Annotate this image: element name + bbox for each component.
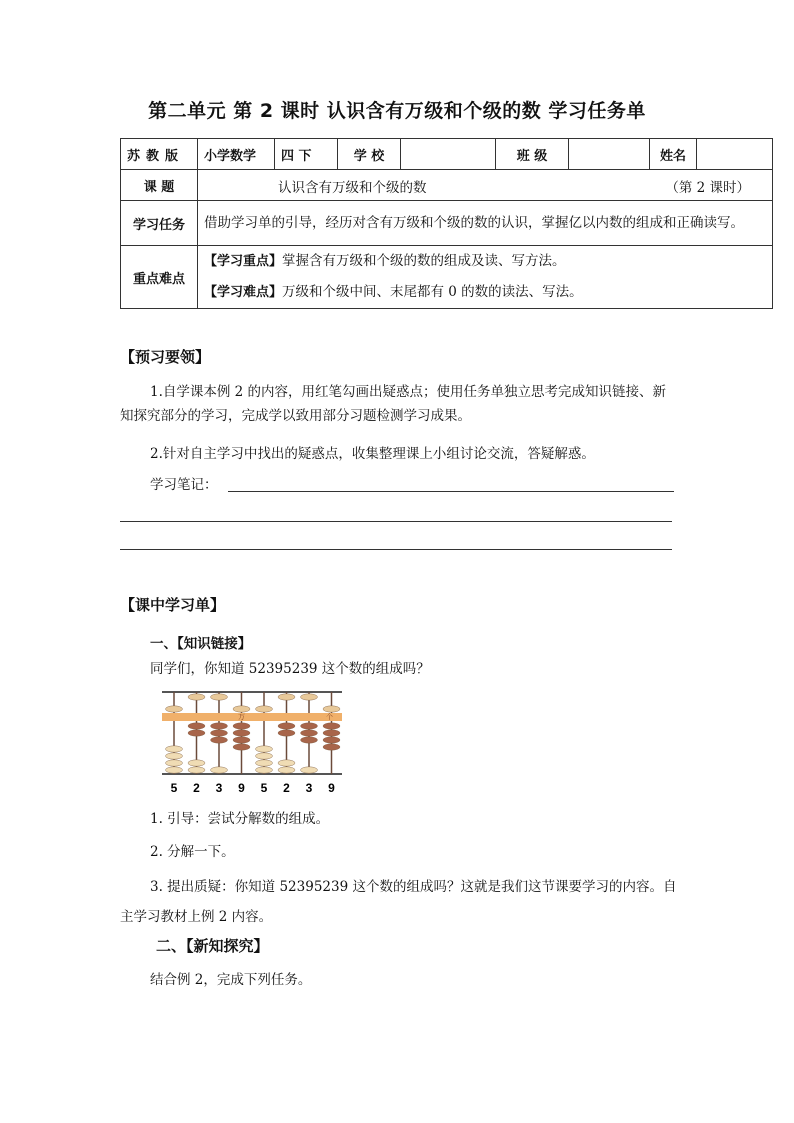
abacus-bead: [323, 723, 340, 729]
school-field[interactable]: [401, 139, 496, 170]
school-label: 学 校: [338, 139, 401, 170]
abacus-bead: [256, 760, 273, 766]
abacus-bead: [278, 730, 295, 736]
section-knowledge-link: 一、【知识链接】: [150, 636, 252, 652]
abacus-bead: [323, 744, 340, 750]
abacus-digit: 5: [170, 781, 178, 795]
publisher-cell: 苏教版: [121, 139, 198, 170]
focus-label: 重点难点: [121, 246, 198, 309]
grade-cell: 四 下: [275, 139, 338, 170]
abacus-bead: [188, 723, 205, 729]
abacus-bead: [211, 737, 228, 743]
abacus-bead: [301, 694, 318, 700]
focus-cell: [198, 246, 773, 309]
abacus-bead: [166, 760, 183, 766]
abacus-beam: [162, 713, 342, 721]
abacus-bead: [278, 723, 295, 729]
abacus-bead: [233, 723, 250, 729]
abacus-bead: [166, 753, 183, 759]
abacus-bead: [211, 767, 228, 773]
notes-line-3[interactable]: [120, 549, 672, 550]
class-sheet-heading: 【课中学习单】: [120, 596, 226, 614]
abacus-digit: 5: [260, 781, 268, 795]
abacus-bead: [301, 737, 318, 743]
difficulty-tag: 【学习难点】: [204, 285, 283, 300]
abacus-bead: [256, 706, 273, 712]
abacus-bead: [233, 737, 250, 743]
abacus-bead: [278, 760, 295, 766]
key-point-text: 掌握含有万级和个级的数的组成及读、写方法。: [282, 253, 566, 269]
abacus-digit: 2: [193, 781, 200, 795]
step-1: 1. 引导：尝试分解数的组成。: [150, 811, 330, 827]
topic-cell: [198, 170, 773, 201]
abacus-bead: [166, 767, 183, 773]
abacus-bead: [301, 730, 318, 736]
lesson-number: （第 2 课时）: [665, 180, 750, 196]
section-new-knowledge: 二、【新知探究】: [156, 937, 269, 955]
ge-mark: 个: [326, 713, 333, 721]
abacus-bead: [256, 753, 273, 759]
notes-line-1[interactable]: [228, 491, 674, 492]
topic-text: 认识含有万级和个级的数: [278, 180, 427, 196]
abacus-bead: [256, 767, 273, 773]
key-point-tag: 【学习重点】: [204, 254, 283, 269]
info-table: [120, 138, 773, 309]
abacus-bead: [323, 706, 340, 712]
notes-label: 学习笔记：: [150, 477, 218, 493]
abacus-bead: [323, 737, 340, 743]
section-task: 结合例 2，完成下列任务。: [150, 972, 312, 988]
abacus-bead: [211, 723, 228, 729]
intro-question: 同学们，你知道 52395239 这个数的组成吗？: [150, 661, 430, 677]
name-label: 姓名: [650, 139, 697, 170]
abacus-bead: [233, 730, 250, 736]
class-label: 班 级: [496, 139, 569, 170]
preview-heading: 【预习要领】: [120, 348, 211, 366]
topic-label: 课 题: [121, 170, 198, 201]
abacus-bead: [233, 706, 250, 712]
page-title: 第二单元 第 2 课时 认识含有万级和个级的数 学习任务单: [148, 100, 646, 122]
step-2: 2. 分解一下。: [150, 844, 235, 860]
abacus-digit: 3: [305, 781, 313, 795]
abacus-bead: [188, 767, 205, 773]
abacus-bead: [188, 694, 205, 700]
abacus-illustration: [160, 688, 346, 798]
abacus-digit: 9: [238, 781, 245, 795]
abacus-bead: [301, 767, 318, 773]
preview-item-2: 2.针对自主学习中找出的疑惑点，收集整理课上小组讨论交流，答疑解惑。: [150, 446, 595, 462]
abacus-bead: [233, 744, 250, 750]
abacus-bead: [278, 767, 295, 773]
wan-mark: 万: [238, 713, 245, 721]
abacus-bead: [211, 730, 228, 736]
abacus-digit: 2: [283, 781, 290, 795]
preview-item-1: 1.自学课本例 2 的内容，用红笔勾画出疑惑点；使用任务单独立思考完成知识链接、新知探究部分的学习，完成学以致用部分习题检测学习成果。: [120, 384, 667, 424]
name-field[interactable]: [697, 139, 773, 170]
abacus-digit: 3: [215, 781, 223, 795]
abacus-bead: [323, 730, 340, 736]
difficulty-text: 万级和个级中间、末尾都有 0 的数的读法、写法。: [282, 284, 583, 300]
abacus-bead: [301, 723, 318, 729]
abacus-bead: [278, 694, 295, 700]
task-label: 学习任务: [121, 201, 198, 246]
abacus-bead: [188, 760, 205, 766]
class-field[interactable]: [569, 139, 650, 170]
abacus-bead: [166, 746, 183, 752]
notes-line-2[interactable]: [120, 521, 672, 522]
abacus-digit: 9: [328, 781, 335, 795]
abacus-bead: [166, 706, 183, 712]
step-3: 3. 提出质疑：你知道 52395239 这个数的组成吗？这就是我们这节课要学习的内容。自主学习教材上例 2 内容。: [120, 879, 677, 925]
abacus-bead: [256, 746, 273, 752]
abacus-bead: [211, 694, 228, 700]
abacus-bead: [188, 730, 205, 736]
subject-cell: 小学数学: [198, 139, 275, 170]
task-text: 借助学习单的引导，经历对含有万级和个级的数的认识，掌握亿以内数的组成和正确读写。: [198, 201, 773, 246]
